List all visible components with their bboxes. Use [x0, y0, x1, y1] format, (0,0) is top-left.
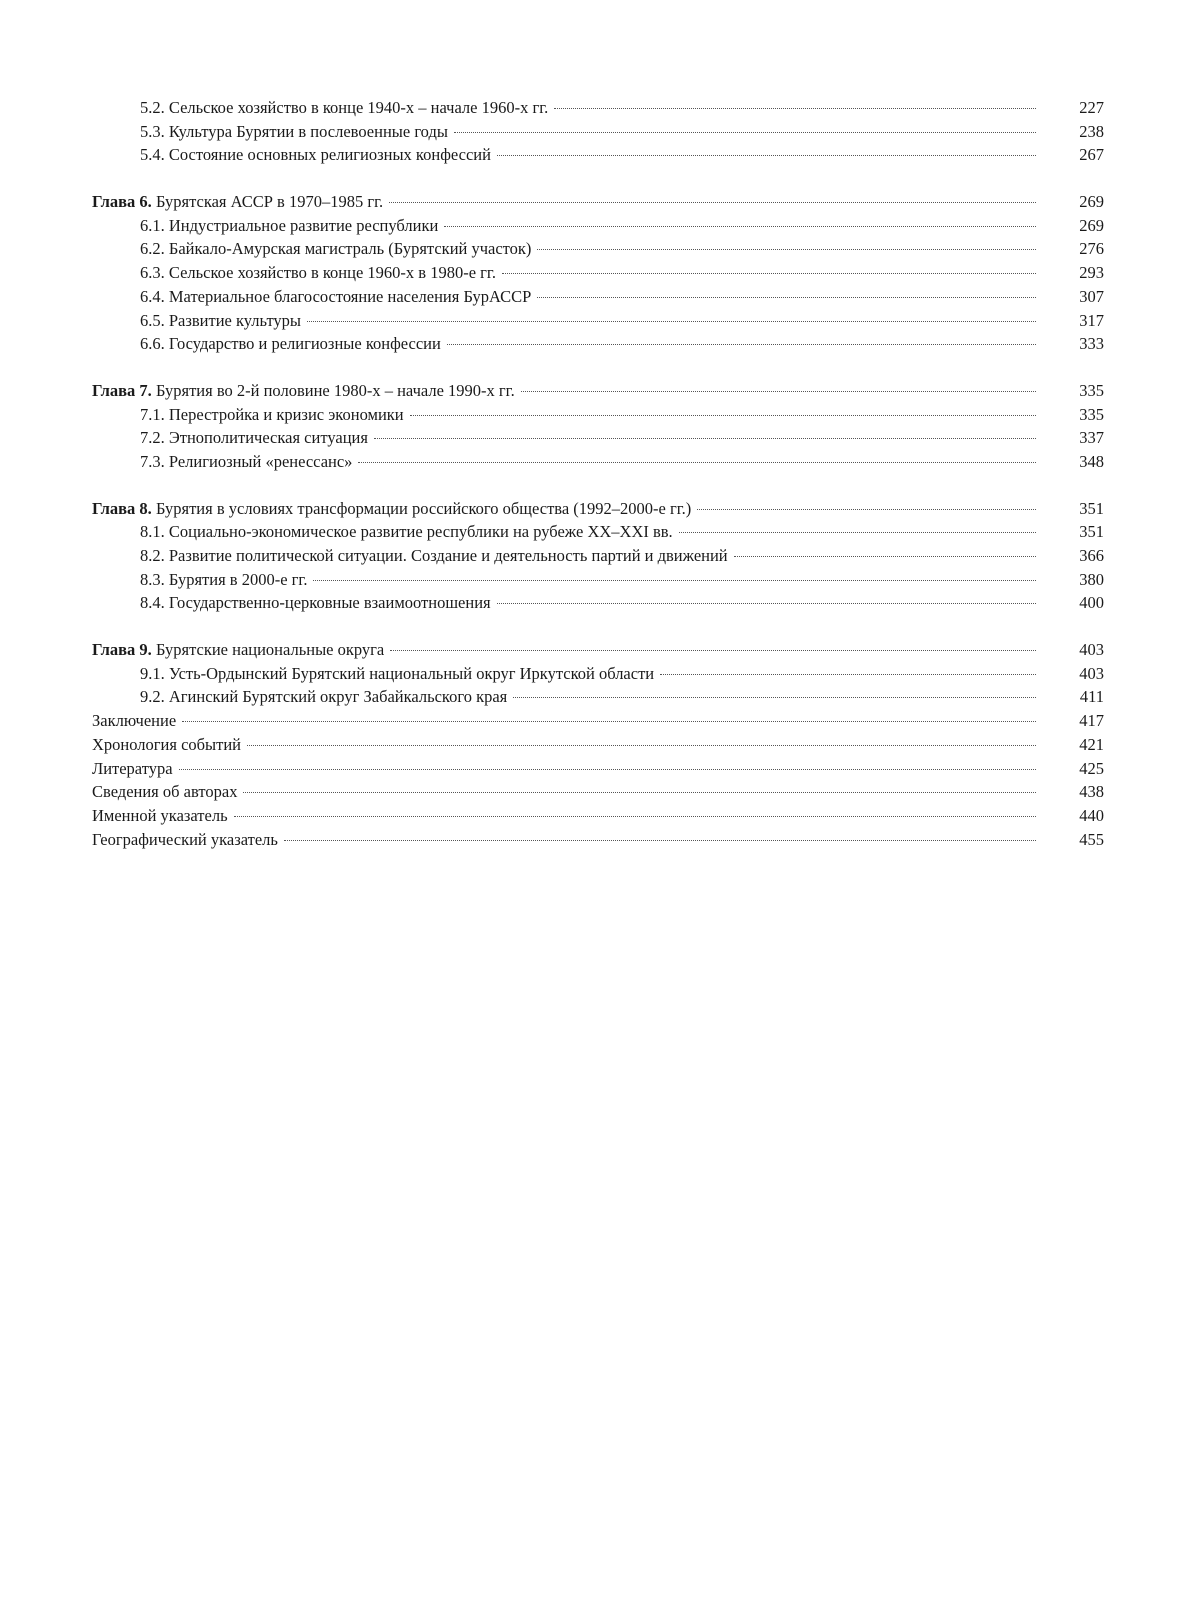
dot-leader [410, 415, 1036, 416]
toc-entry-page: 351 [1079, 498, 1104, 518]
toc-entry[interactable] [92, 237, 1104, 261]
toc-group-back-matter [92, 709, 1104, 851]
toc-group-chapter-7 [92, 379, 1104, 474]
toc-group-chapter-5 [92, 96, 1104, 167]
toc-entry-page: 348 [1079, 451, 1104, 471]
toc-entry[interactable] [92, 709, 1104, 733]
toc-entry-page: 267 [1079, 145, 1104, 165]
toc-chapter-label [92, 497, 691, 521]
toc-entry-label: Заключение [92, 711, 177, 731]
toc-chapter-heading[interactable] [92, 190, 1104, 214]
chapter-title: Бурятия в условиях трансформации российского общества (1992–2000-е гг.) [155, 498, 692, 518]
toc-entry[interactable] [92, 568, 1104, 592]
toc-entry-page: 438 [1079, 782, 1104, 802]
dot-leader [313, 580, 1036, 581]
toc-chapter-label [92, 379, 515, 403]
toc-entry-page: 351 [1079, 522, 1104, 542]
toc-entry[interactable] [92, 285, 1104, 309]
toc-entry-label: Сведения об авторах [92, 782, 238, 802]
dot-leader [390, 650, 1036, 651]
toc-entry[interactable] [92, 332, 1104, 356]
toc-entry-page: 380 [1079, 569, 1104, 589]
dot-leader [497, 155, 1036, 156]
toc-entry-label: 6.5. Развитие культуры [140, 310, 302, 330]
toc-entry-label: 8.2. Развитие политической ситуации. Создание и деятельность партий и движений [140, 546, 728, 565]
toc-entry-page: 335 [1079, 404, 1104, 424]
toc-entry[interactable] [92, 261, 1104, 285]
toc-entry-page: 455 [1079, 829, 1104, 849]
toc-group-chapter-8 [92, 497, 1104, 615]
dot-leader [679, 532, 1036, 533]
dot-leader [182, 721, 1036, 722]
chapter-title: Бурятия во 2-й половине 1980-х – начале 1990-х гг. [155, 380, 515, 400]
toc-entry-page: 417 [1079, 711, 1104, 731]
chapter-prefix: Глава 7. [92, 380, 152, 400]
toc-entry-page: 307 [1079, 286, 1104, 306]
toc-chapter-label [92, 190, 383, 214]
toc-entry[interactable] [92, 214, 1104, 238]
toc-entry-page: 269 [1079, 192, 1104, 212]
dot-leader [502, 273, 1036, 274]
toc-chapter-heading[interactable] [92, 379, 1104, 403]
chapter-prefix: Глава 8. [92, 498, 152, 518]
toc-chapter-label [92, 638, 384, 662]
toc-entry[interactable] [92, 426, 1104, 450]
toc-entry-label: 6.6. Государство и религиозные конфессии [140, 334, 441, 354]
toc-entry[interactable] [92, 685, 1104, 709]
dot-leader [521, 391, 1036, 392]
toc-entry-label: 5.4. Состояние основных религиозных конфессий [140, 145, 491, 165]
toc-entry-label: 5.3. Культура Бурятии в послевоенные годы [140, 121, 448, 141]
toc-entry-label: 7.1. Перестройка и кризис экономики [140, 404, 404, 424]
dot-leader [497, 603, 1036, 604]
toc-entry[interactable] [92, 120, 1104, 144]
toc-entry[interactable] [92, 591, 1104, 615]
toc-entry-label: 9.2. Агинский Бурятский округ Забайкальского края [140, 687, 508, 707]
dot-leader [447, 344, 1036, 345]
chapter-title: Бурятские национальные округа [155, 640, 385, 660]
dot-leader [374, 438, 1036, 439]
toc-entry[interactable] [92, 450, 1104, 474]
toc-entry-label: Географический указатель [92, 829, 278, 849]
dot-leader [454, 132, 1036, 133]
toc-entry-page: 337 [1079, 428, 1104, 448]
dot-leader [284, 840, 1036, 841]
dot-leader [554, 108, 1036, 109]
toc-chapter-heading[interactable] [92, 497, 1104, 521]
toc-entry-page: 238 [1079, 121, 1104, 141]
toc-entry[interactable] [92, 403, 1104, 427]
toc-entry[interactable] [92, 757, 1104, 781]
toc-entry-page: 276 [1079, 239, 1104, 259]
toc-entry-label: 5.2. Сельское хозяйство в конце 1940-х – начале 1960-х гг. [140, 98, 549, 117]
dot-leader [697, 509, 1036, 510]
toc-entry[interactable] [92, 309, 1104, 333]
toc-entry-label: 8.3. Бурятия в 2000-е гг. [140, 569, 308, 589]
toc-entry-label: 6.2. Байкало-Амурская магистраль (Бурятский участок) [140, 239, 532, 259]
toc-entry-label: Литература [92, 758, 173, 778]
dot-leader [247, 745, 1036, 746]
toc-entry[interactable] [92, 143, 1104, 167]
toc-entry[interactable] [92, 780, 1104, 804]
toc-entry-label: 8.1. Социально-экономическое развитие республики на рубеже XX–XXI вв. [140, 522, 673, 542]
toc-entry-page: 366 [1079, 546, 1104, 565]
toc-group-chapter-9 [92, 638, 1104, 709]
chapter-prefix: Глава 9. [92, 640, 152, 660]
toc-entry-label: Хронология событий [92, 734, 241, 754]
dot-leader [234, 816, 1036, 817]
toc-entry-page: 317 [1079, 310, 1104, 330]
toc-entry-page: 403 [1079, 640, 1104, 660]
toc-entry-label: 6.3. Сельское хозяйство в конце 1960-х в 1980-е гг. [140, 263, 496, 283]
toc-entry-page: 335 [1079, 380, 1104, 400]
dot-leader [358, 462, 1036, 463]
toc-entry-label: 7.3. Религиозный «ренессанс» [140, 451, 353, 471]
toc-entry-page: 227 [1079, 98, 1104, 117]
dot-leader [389, 202, 1036, 203]
toc-entry-label: 6.1. Индустриальное развитие республики [140, 215, 439, 235]
dot-leader [537, 249, 1036, 250]
dot-leader [179, 769, 1036, 770]
toc-entry-label: 9.1. Усть-Ордынский Бурятский национальный округ Иркутской области [140, 663, 655, 683]
toc-entry[interactable] [92, 733, 1104, 757]
toc-entry-label: Именной указатель [92, 805, 228, 825]
toc-group-chapter-6 [92, 190, 1104, 356]
toc-entry-label: 7.2. Этнополитическая ситуация [140, 428, 368, 448]
dot-leader [307, 321, 1036, 322]
toc-entry-page: 269 [1079, 215, 1104, 235]
toc-entry[interactable] [92, 520, 1104, 544]
toc-entry-label: 8.4. Государственно-церковные взаимоотношения [140, 593, 491, 613]
toc-entry-page: 403 [1079, 663, 1104, 683]
chapter-title: Бурятская АССР в 1970–1985 гг. [155, 192, 384, 212]
toc-entry[interactable] [92, 662, 1104, 686]
table-of-contents [92, 96, 1104, 851]
toc-entry[interactable] [92, 804, 1104, 828]
toc-entry-page: 333 [1079, 334, 1104, 354]
dot-leader [660, 674, 1036, 675]
toc-entry-page: 440 [1079, 805, 1104, 825]
toc-entry-page: 425 [1079, 758, 1104, 778]
toc-entry-page: 400 [1079, 593, 1104, 613]
dot-leader [243, 792, 1036, 793]
dot-leader [734, 556, 1036, 557]
toc-entry[interactable] [92, 828, 1104, 852]
dot-leader [513, 697, 1036, 698]
toc-entry[interactable] [92, 544, 1104, 568]
chapter-prefix: Глава 6. [92, 192, 152, 212]
toc-entry-page: 293 [1079, 263, 1104, 283]
toc-entry[interactable] [92, 96, 1104, 120]
toc-chapter-heading[interactable] [92, 638, 1104, 662]
dot-leader [537, 297, 1036, 298]
dot-leader [444, 226, 1036, 227]
toc-entry-label: 6.4. Материальное благосостояние населения БурАССР [140, 286, 532, 306]
toc-entry-page: 411 [1079, 687, 1104, 707]
toc-entry-page: 421 [1079, 734, 1104, 754]
